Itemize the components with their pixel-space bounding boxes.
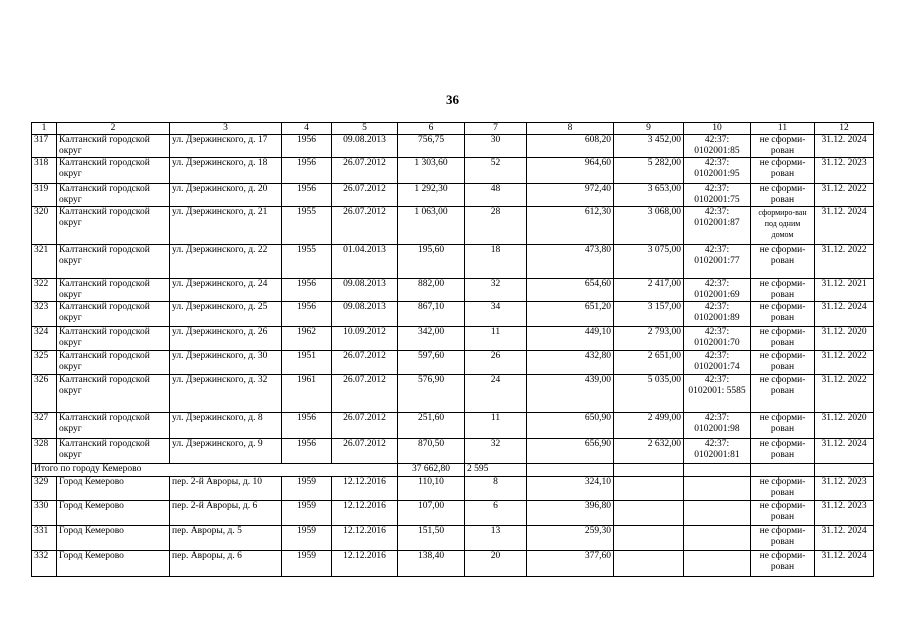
deadline-cell: 31.12. 2023 <box>815 158 874 184</box>
empty-cell <box>527 464 614 477</box>
total-area-cell: 342,00 <box>398 327 465 351</box>
cadastral-number-cell <box>684 551 751 577</box>
land-status-cell: не сформи-рован <box>751 551 815 577</box>
cadastral-number-cell <box>684 501 751 526</box>
total-area-cell: 110,10 <box>398 477 465 501</box>
decision-date-cell: 26.07.2012 <box>332 207 398 245</box>
cadastral-number-cell: 42:37: 0102001:98 <box>684 413 751 439</box>
address-cell: ул. Дзержинского, д. 18 <box>170 158 282 184</box>
row-number-cell: 319 <box>32 184 57 207</box>
cadastral-number-cell: 42:37: 0102001:81 <box>684 439 751 464</box>
column-number: 11 <box>751 123 815 135</box>
decision-date-cell: 26.07.2012 <box>332 158 398 184</box>
row-number-cell: 332 <box>32 551 57 577</box>
cost-cell <box>614 477 684 501</box>
total-row <box>32 464 874 477</box>
row-number-cell: 329 <box>32 477 57 501</box>
address-cell: ул. Дзержинского, д. 17 <box>170 135 282 158</box>
municipality-cell: Калтанский городской округ <box>57 207 170 245</box>
build-year-cell: 1951 <box>282 351 332 375</box>
cadastral-number-cell: 42:37: 0102001:85 <box>684 135 751 158</box>
build-year-cell: 1956 <box>282 279 332 302</box>
total-area-cell: 1 303,60 <box>398 158 465 184</box>
municipality-cell: Калтанский городской округ <box>57 302 170 327</box>
deadline-cell: 31.12. 2023 <box>815 501 874 526</box>
municipality-cell: Калтанский городской округ <box>57 439 170 464</box>
column-number: 4 <box>282 123 332 135</box>
table-row <box>32 184 874 207</box>
municipality-cell: Калтанский городской округ <box>57 245 170 279</box>
decision-date-cell: 26.07.2012 <box>332 439 398 464</box>
living-area-cell: 972,40 <box>527 184 614 207</box>
decision-date-cell: 10.09.2012 <box>332 327 398 351</box>
living-area-cell: 259,30 <box>527 526 614 551</box>
land-status-cell: не сформи-рован <box>751 327 815 351</box>
land-status-cell: не сформи-рован <box>751 526 815 551</box>
residents-count-cell: 52 <box>465 158 527 184</box>
living-area-cell: 964,60 <box>527 158 614 184</box>
cost-cell: 5 035,00 <box>614 375 684 413</box>
cadastral-number-cell: 42:37: 0102001:77 <box>684 245 751 279</box>
address-cell: пер. Авроры, д. 5 <box>170 526 282 551</box>
cadastral-number-cell: 42:37: 0102001:74 <box>684 351 751 375</box>
row-number-cell: 327 <box>32 413 57 439</box>
total-area-cell: 151,50 <box>398 526 465 551</box>
deadline-cell: 31.12. 2022 <box>815 351 874 375</box>
column-number: 10 <box>684 123 751 135</box>
table-row <box>32 439 874 464</box>
decision-date-cell: 09.08.2013 <box>332 279 398 302</box>
cost-cell: 3 452,00 <box>614 135 684 158</box>
living-area-cell: 324,10 <box>527 477 614 501</box>
address-cell: ул. Дзержинского, д. 30 <box>170 351 282 375</box>
cost-cell: 3 068,00 <box>614 207 684 245</box>
decision-date-cell: 26.07.2012 <box>332 413 398 439</box>
table-row <box>32 302 874 327</box>
kaltan-rows <box>32 135 874 464</box>
table-row <box>32 207 874 245</box>
column-number-row <box>32 123 874 135</box>
deadline-cell: 31.12. 2022 <box>815 375 874 413</box>
residents-count-cell: 18 <box>465 245 527 279</box>
deadline-cell: 31.12. 2021 <box>815 279 874 302</box>
decision-date-cell: 09.08.2013 <box>332 302 398 327</box>
empty-cell <box>614 464 684 477</box>
table-row <box>32 135 874 158</box>
table-row <box>32 158 874 184</box>
row-number-cell: 325 <box>32 351 57 375</box>
municipality-cell: Калтанский городской округ <box>57 413 170 439</box>
build-year-cell: 1959 <box>282 551 332 577</box>
address-cell: ул. Дзержинского, д. 21 <box>170 207 282 245</box>
decision-date-cell: 12.12.2016 <box>332 501 398 526</box>
cost-cell: 2 651,00 <box>614 351 684 375</box>
cost-cell: 2 632,00 <box>614 439 684 464</box>
residents-count-cell: 28 <box>465 207 527 245</box>
municipality-cell: Калтанский городской округ <box>57 158 170 184</box>
land-status-cell: не сформи-рован <box>751 245 815 279</box>
address-cell: ул. Дзержинского, д. 22 <box>170 245 282 279</box>
total-area-cell: 867,10 <box>398 302 465 327</box>
municipality-cell: Калтанский городской округ <box>57 351 170 375</box>
build-year-cell: 1956 <box>282 135 332 158</box>
address-cell: ул. Дзержинского, д. 24 <box>170 279 282 302</box>
decision-date-cell: 26.07.2012 <box>332 375 398 413</box>
address-cell: ул. Дзержинского, д. 9 <box>170 439 282 464</box>
build-year-cell: 1959 <box>282 477 332 501</box>
total-area-cell: 882,00 <box>398 279 465 302</box>
row-number-cell: 320 <box>32 207 57 245</box>
cost-cell: 2 417,00 <box>614 279 684 302</box>
municipality-cell: Калтанский городской округ <box>57 279 170 302</box>
total-area-cell: 1 292,30 <box>398 184 465 207</box>
build-year-cell: 1956 <box>282 158 332 184</box>
row-number-cell: 321 <box>32 245 57 279</box>
cadastral-number-cell: 42:37: 0102001:69 <box>684 279 751 302</box>
decision-date-cell: 12.12.2016 <box>332 551 398 577</box>
build-year-cell: 1959 <box>282 501 332 526</box>
municipality-cell: Город Кемерово <box>57 551 170 577</box>
decision-date-cell: 01.04.2013 <box>332 245 398 279</box>
build-year-cell: 1956 <box>282 184 332 207</box>
residents-count-cell: 30 <box>465 135 527 158</box>
deadline-cell: 31.12. 2024 <box>815 526 874 551</box>
table-row <box>32 551 874 577</box>
deadline-cell: 31.12. 2024 <box>815 302 874 327</box>
build-year-cell: 1955 <box>282 207 332 245</box>
living-area-cell: 650,90 <box>527 413 614 439</box>
living-area-cell: 432,80 <box>527 351 614 375</box>
cadastral-number-cell <box>684 526 751 551</box>
living-area-cell: 377,60 <box>527 551 614 577</box>
municipality-cell: Калтанский городской округ <box>57 135 170 158</box>
build-year-cell: 1956 <box>282 413 332 439</box>
cost-cell: 3 653,00 <box>614 184 684 207</box>
column-number: 8 <box>527 123 614 135</box>
row-number-cell: 324 <box>32 327 57 351</box>
address-cell: ул. Дзержинского, д. 8 <box>170 413 282 439</box>
total-area-cell: 870,50 <box>398 439 465 464</box>
residents-count-cell: 20 <box>465 551 527 577</box>
residents-count-cell: 24 <box>465 375 527 413</box>
address-cell: ул. Дзержинского, д. 25 <box>170 302 282 327</box>
land-status-cell: не сформи-рован <box>751 477 815 501</box>
cadastral-number-cell <box>684 477 751 501</box>
living-area-cell: 396,80 <box>527 501 614 526</box>
decision-date-cell: 26.07.2012 <box>332 351 398 375</box>
table-row <box>32 351 874 375</box>
municipality-cell: Город Кемерово <box>57 477 170 501</box>
column-number: 3 <box>170 123 282 135</box>
deadline-cell: 31.12. 2024 <box>815 439 874 464</box>
residents-count-cell: 32 <box>465 439 527 464</box>
row-number-cell: 323 <box>32 302 57 327</box>
total-label: Итого по городу Кемерово <box>32 464 398 477</box>
decision-date-cell: 12.12.2016 <box>332 477 398 501</box>
build-year-cell: 1955 <box>282 245 332 279</box>
cadastral-number-cell: 42:37: 0102001:87 <box>684 207 751 245</box>
cost-cell: 5 282,00 <box>614 158 684 184</box>
cost-cell <box>614 526 684 551</box>
build-year-cell: 1959 <box>282 526 332 551</box>
build-year-cell: 1956 <box>282 439 332 464</box>
living-area-cell: 439,00 <box>527 375 614 413</box>
empty-cell <box>684 464 751 477</box>
column-number: 9 <box>614 123 684 135</box>
table-row <box>32 327 874 351</box>
deadline-cell: 31.12. 2023 <box>815 477 874 501</box>
residents-count-cell: 26 <box>465 351 527 375</box>
total-area-cell: 195,60 <box>398 245 465 279</box>
cost-cell: 2 499,00 <box>614 413 684 439</box>
living-area-cell: 654,60 <box>527 279 614 302</box>
land-status-cell: сформиро-ван под одним домом <box>751 207 815 245</box>
build-year-cell: 1962 <box>282 327 332 351</box>
municipality-cell: Калтанский городской округ <box>57 327 170 351</box>
municipality-cell: Калтанский городской округ <box>57 375 170 413</box>
living-area-cell: 449,10 <box>527 327 614 351</box>
table-row <box>32 413 874 439</box>
deadline-cell: 31.12. 2020 <box>815 327 874 351</box>
residents-count-cell: 11 <box>465 413 527 439</box>
deadline-cell: 31.12. 2024 <box>815 135 874 158</box>
cadastral-number-cell: 42:37: 0102001:89 <box>684 302 751 327</box>
residents-count-cell: 34 <box>465 302 527 327</box>
deadline-cell: 31.12. 2024 <box>815 551 874 577</box>
residents-count-cell: 48 <box>465 184 527 207</box>
residents-count-cell: 6 <box>465 501 527 526</box>
total-area: 37 662,80 <box>398 464 465 477</box>
row-number-cell: 322 <box>32 279 57 302</box>
table-row <box>32 501 874 526</box>
column-number: 5 <box>332 123 398 135</box>
municipality-cell: Город Кемерово <box>57 501 170 526</box>
residents-count-cell: 11 <box>465 327 527 351</box>
address-cell: ул. Дзержинского, д. 32 <box>170 375 282 413</box>
land-status-cell: не сформи-рован <box>751 279 815 302</box>
decision-date-cell: 12.12.2016 <box>332 526 398 551</box>
deadline-cell: 31.12. 2022 <box>815 184 874 207</box>
total-area-cell: 597,60 <box>398 351 465 375</box>
address-cell: ул. Дзержинского, д. 20 <box>170 184 282 207</box>
residents-count-cell: 32 <box>465 279 527 302</box>
total-area-cell: 576,90 <box>398 375 465 413</box>
land-status-cell: не сформи-рован <box>751 413 815 439</box>
table-row <box>32 375 874 413</box>
deadline-cell: 31.12. 2020 <box>815 413 874 439</box>
build-year-cell: 1961 <box>282 375 332 413</box>
cost-cell: 3 157,00 <box>614 302 684 327</box>
kemerovo-rows <box>32 477 874 577</box>
land-status-cell: не сформи-рован <box>751 184 815 207</box>
cost-cell <box>614 501 684 526</box>
table-row <box>32 477 874 501</box>
total-area-cell: 756,75 <box>398 135 465 158</box>
total-area-cell: 251,60 <box>398 413 465 439</box>
living-area-cell: 612,30 <box>527 207 614 245</box>
decision-date-cell: 26.07.2012 <box>332 184 398 207</box>
living-area-cell: 656,90 <box>527 439 614 464</box>
page-number: 36 <box>446 92 459 107</box>
municipality-cell: Город Кемерово <box>57 526 170 551</box>
column-number: 6 <box>398 123 465 135</box>
address-cell: пер. 2-й Авроры, д. 10 <box>170 477 282 501</box>
empty-cell <box>751 464 815 477</box>
municipality-cell: Калтанский городской округ <box>57 184 170 207</box>
decision-date-cell: 09.08.2013 <box>332 135 398 158</box>
living-area-cell: 651,20 <box>527 302 614 327</box>
housing-registry-table <box>31 122 874 577</box>
cost-cell <box>614 551 684 577</box>
table-row <box>32 526 874 551</box>
cadastral-number-cell: 42:37: 0102001:75 <box>684 184 751 207</box>
land-status-cell: не сформи-рован <box>751 501 815 526</box>
empty-cell <box>815 464 874 477</box>
total-area-cell: 107,00 <box>398 501 465 526</box>
row-number-cell: 330 <box>32 501 57 526</box>
living-area-cell: 608,20 <box>527 135 614 158</box>
row-number-cell: 326 <box>32 375 57 413</box>
land-status-cell: не сформи-рован <box>751 375 815 413</box>
total-area-cell: 138,40 <box>398 551 465 577</box>
row-number-cell: 317 <box>32 135 57 158</box>
cost-cell: 3 075,00 <box>614 245 684 279</box>
total-area-cell: 1 063,00 <box>398 207 465 245</box>
deadline-cell: 31.12. 2022 <box>815 245 874 279</box>
land-status-cell: не сформи-рован <box>751 135 815 158</box>
row-number-cell: 328 <box>32 439 57 464</box>
cadastral-number-cell: 42:37: 0102001:95 <box>684 158 751 184</box>
table-row <box>32 279 874 302</box>
cost-cell: 2 793,00 <box>614 327 684 351</box>
column-number: 1 <box>32 123 57 135</box>
land-status-cell: не сформи-рован <box>751 158 815 184</box>
address-cell: пер. 2-й Авроры, д. 6 <box>170 501 282 526</box>
cadastral-number-cell: 42:37: 0102001: 5585 <box>684 375 751 413</box>
total-people: 2 595 <box>465 464 527 477</box>
address-cell: ул. Дзержинского, д. 26 <box>170 327 282 351</box>
land-status-cell: не сформи-рован <box>751 302 815 327</box>
row-number-cell: 318 <box>32 158 57 184</box>
column-number: 7 <box>465 123 527 135</box>
land-status-cell: не сформи-рован <box>751 351 815 375</box>
cadastral-number-cell: 42:37: 0102001:70 <box>684 327 751 351</box>
build-year-cell: 1956 <box>282 302 332 327</box>
deadline-cell: 31.12. 2024 <box>815 207 874 245</box>
living-area-cell: 473,80 <box>527 245 614 279</box>
column-number: 2 <box>57 123 170 135</box>
table-row <box>32 245 874 279</box>
residents-count-cell: 13 <box>465 526 527 551</box>
row-number-cell: 331 <box>32 526 57 551</box>
residents-count-cell: 8 <box>465 477 527 501</box>
column-number: 12 <box>815 123 874 135</box>
address-cell: пер. Авроры, д. 6 <box>170 551 282 577</box>
land-status-cell: не сформи-рован <box>751 439 815 464</box>
